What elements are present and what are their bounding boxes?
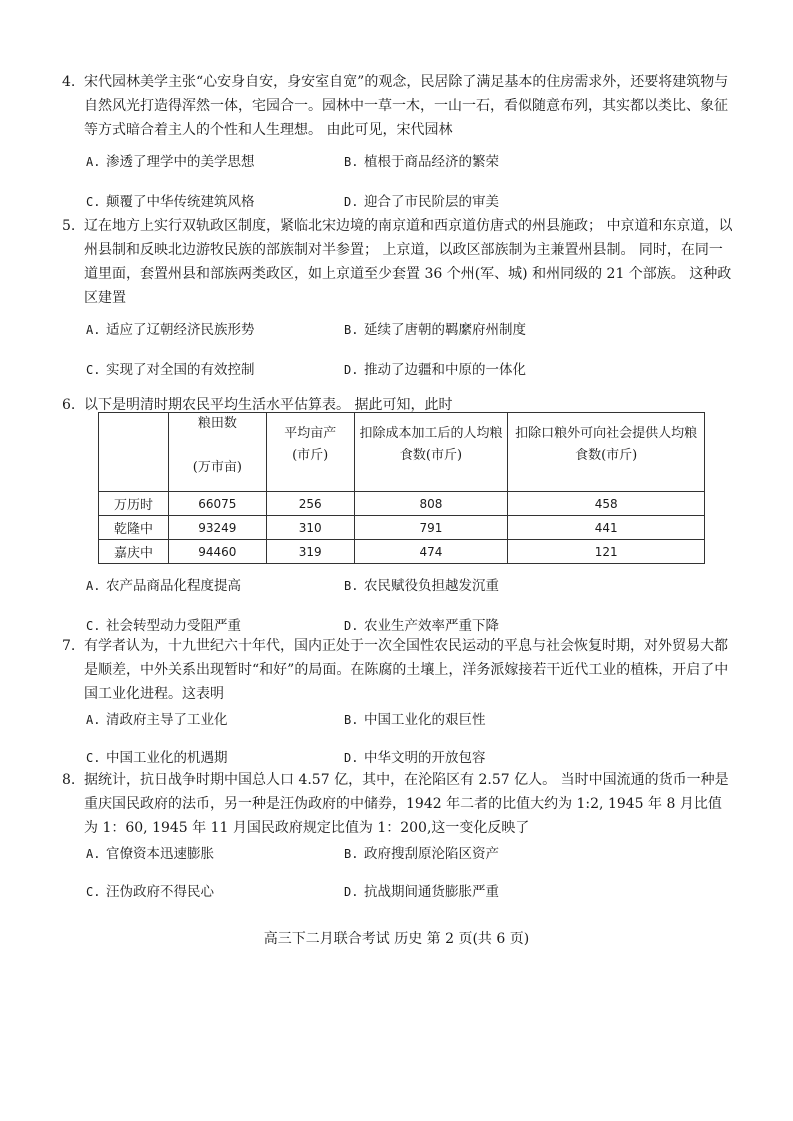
table-row bbox=[99, 516, 705, 540]
table-cell: 458 bbox=[508, 492, 705, 516]
data-table bbox=[98, 412, 705, 564]
option-c: C. 实现了对全国的有效控制 bbox=[86, 362, 255, 378]
option-b: B. 中国工业化的艰巨性 bbox=[344, 712, 486, 728]
table-header-cell: 粮田数 (万市亩) bbox=[168, 413, 266, 492]
table-cell: 93249 bbox=[168, 516, 266, 540]
option-d: D. 抗战期间通货膨胀严重 bbox=[344, 884, 499, 900]
question-stem: 宋代园林美学主张“心安身自安，身安室自宽”的观念，民居除了满足基本的住房需求外，还要将建筑物与自然风光打造得浑然一体，宅园合一。园林中一草一木，一山一石，看似随意布列，其实都以类比、象征等方式暗合着主人的个性和人生理想。 由此可见，宋代园林 bbox=[84, 74, 729, 138]
option-b: B. 植根于商品经济的繁荣 bbox=[344, 154, 499, 170]
table-cell: 310 bbox=[266, 516, 354, 540]
page-footer: 高三下二月联合考试 历史 第 2 页(共 6 页) bbox=[263, 931, 530, 947]
option-d: D. 农业生产效率严重下降 bbox=[344, 618, 499, 634]
table-cell: 441 bbox=[508, 516, 705, 540]
option-b: B. 延续了唐朝的羁縻府州制度 bbox=[344, 322, 526, 338]
option-a: A. 官僚资本迅速膨胀 bbox=[86, 846, 214, 862]
table-header-cell bbox=[99, 413, 169, 492]
option-d: D. 中华文明的开放包容 bbox=[344, 750, 486, 766]
option-c: C. 汪伪政府不得民心 bbox=[86, 884, 214, 900]
option-a: A. 渗透了理学中的美学思想 bbox=[86, 154, 255, 170]
table-header-cell: 扣除口粮外可向社会提供人均粮食数(市斤) bbox=[508, 413, 705, 492]
question-number: 8. bbox=[62, 772, 76, 788]
table-cell: 256 bbox=[266, 492, 354, 516]
table-cell: 66075 bbox=[168, 492, 266, 516]
table-cell: 791 bbox=[354, 516, 508, 540]
option-c: C. 中国工业化的机遇期 bbox=[86, 750, 228, 766]
question-number: 7. bbox=[62, 638, 76, 654]
question-number: 5. bbox=[62, 218, 76, 234]
option-d: D. 推动了边疆和中原的一体化 bbox=[344, 362, 526, 378]
table-cell: 808 bbox=[354, 492, 508, 516]
option-c: C. 颠覆了中华传统建筑风格 bbox=[86, 194, 255, 210]
question-stem: 有学者认为，十九世纪六十年代，国内正处于一次全国性农民运动的平息与社会恢复时期，对外贸易大都是顺差，中外关系出现暂时“和好”的局面。在陈腐的土壤上，洋务派嫁接若干近代工业的植株，开启了中国工业化进程。这表明 bbox=[84, 638, 729, 702]
table-cell: 319 bbox=[266, 540, 354, 564]
question-5 bbox=[62, 214, 734, 310]
question-number: 6. bbox=[62, 397, 76, 413]
option-a: A. 清政府主导了工业化 bbox=[86, 712, 228, 728]
option-a: A. 农产品商品化程度提高 bbox=[86, 578, 241, 594]
question-number: 4. bbox=[62, 74, 76, 90]
table-cell: 嘉庆中 bbox=[99, 540, 169, 564]
table-cell: 474 bbox=[354, 540, 508, 564]
table-header-row bbox=[99, 413, 705, 492]
table-cell: 乾隆中 bbox=[99, 516, 169, 540]
question-7 bbox=[62, 634, 734, 706]
option-a: A. 适应了辽朝经济民族形势 bbox=[86, 322, 255, 338]
table-cell: 万历时 bbox=[99, 492, 169, 516]
table-row bbox=[99, 492, 705, 516]
question-stem: 据统计，抗日战争时期中国总人口 4.57 亿，其中，在沦陷区有 2.57 亿人。 当时中国流通的货币一种是重庆国民政府的法币，另一种是汪伪政府的中储券，1942 年二者的比值大约为 1:2, 1945 年 8 月比值为 1：60, 1945 年 11 月国民政府规定比值为 1：200,这一变化反映了 bbox=[84, 772, 729, 836]
question-8 bbox=[62, 768, 734, 840]
table-cell: 121 bbox=[508, 540, 705, 564]
option-b: B. 政府搜刮原沦陷区资产 bbox=[344, 846, 499, 862]
table-header-cell: 平均亩产 (市斤) bbox=[266, 413, 354, 492]
option-c: C. 社会转型动力受阻严重 bbox=[86, 618, 241, 634]
option-d: D. 迎合了市民阶层的审美 bbox=[344, 194, 499, 210]
table-row bbox=[99, 540, 705, 564]
table-cell: 94460 bbox=[168, 540, 266, 564]
question-stem: 以下是明清时期农民平均生活水平估算表。 据此可知，此时 bbox=[84, 397, 453, 413]
question-stem: 辽在地方上实行双轨政区制度，紧临北宋边境的南京道和西京道仿唐式的州县施政； 中京道和东京道，以州县制和反映北边游牧民族的部族制对半参置； 上京道，以政区部族制为主兼置州县制。 同时，在同一道里面，套置州县和部族两类政区，如上京道至少套置 36 个州(军、城) 和州同级的 21 个部族。 这种政区建置 bbox=[84, 218, 733, 306]
option-b: B. 农民赋役负担越发沉重 bbox=[344, 578, 499, 594]
table-header-cell: 扣除成本加工后的人均粮食数(市斤) bbox=[354, 413, 508, 492]
question-4 bbox=[62, 70, 734, 142]
